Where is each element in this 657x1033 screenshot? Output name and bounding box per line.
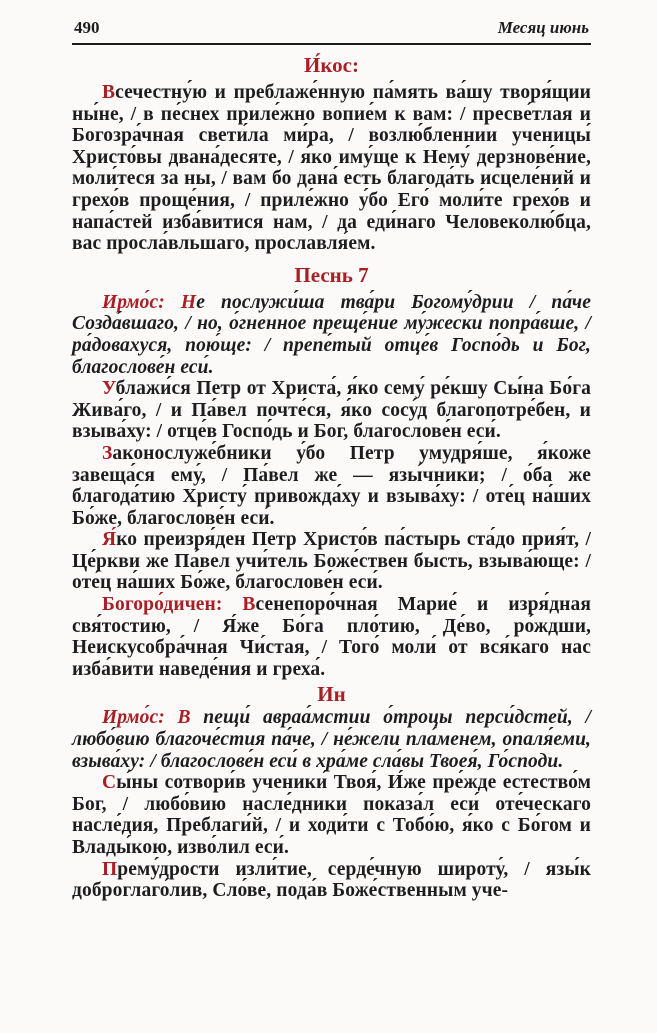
- red-initial: В: [102, 82, 116, 103]
- page-number: 490: [74, 18, 100, 37]
- red-initial: З: [102, 442, 113, 464]
- troparion-paragraph: [72, 378, 591, 443]
- troparion-paragraph: [72, 443, 591, 529]
- red-initial: Я́: [102, 529, 117, 551]
- ikos-paragraph: [72, 82, 591, 255]
- red-initial: У: [102, 378, 116, 400]
- paragraph-text: ко преизря́ден Петр Христо́в па́стырь ста́до прия́т, / Це́ркви же Па́вел учи́тель Боже́ствен бысть, взыва́юще: / оте́ц на́ших Бо́же, благослове́н еси́.: [72, 529, 591, 594]
- paragraph-text: аконослуже́бники у́бо Петр умудря́ше, я́коже завеща́ся ему́, / Па́вел же — язы́чники; / о́ба же благода́тию Христу́ привожда́ху и взыва́ху: / оте́ц на́ших Бо́же, благослове́н еси́.: [72, 442, 591, 529]
- red-initial: С: [102, 772, 117, 794]
- ode7-heading: Песнь 7: [294, 262, 369, 287]
- theotokion-paragraph: [72, 594, 591, 680]
- irmos-label: Ирмо́с:: [102, 707, 178, 729]
- irmos-paragraph: [72, 707, 591, 772]
- irmos-label: Ирмо́с:: [102, 291, 181, 313]
- paragraph-text: сенепоро́чная Марие́ и изря́дная свя́тостию, / Я́же Бо́га пло́тию, Де́во, ро́ждши, Неискусобра́чная Чи́стая, / Того́ моли́ от вся́каго нас изба́вити наведе́ния и греха́.: [72, 594, 591, 680]
- troparion-paragraph: [72, 859, 591, 902]
- in-heading: Ин: [317, 682, 346, 707]
- troparion-paragraph: [72, 529, 591, 594]
- paragraph-text: пещи́ авраа́мстии о́троцы перси́дстей, / любо́вию благоче́стия па́че, / не́жели пла́менем, опаля́еми, взыва́ху: / благослове́н еси́ в хра́ме сла́вы Твоея́, Го́споди.: [72, 707, 591, 772]
- troparion-paragraph: [72, 772, 591, 858]
- red-initial: В: [177, 707, 191, 729]
- red-initial: Н: [180, 291, 197, 313]
- header-rule: [72, 43, 591, 45]
- paragraph-text: ы́ны сотвори́в ученики́ Твоя́, И́же пре́жде естество́м Бог, / любо́вию насле́дники показа́л еси́ оте́ческаго насле́дия, Преблаги́й, / и ходи́ти с Тобо́ю, я́ко с Бо́гом и Влады́кою, изво́лил еси́.: [72, 772, 591, 858]
- irmos-paragraph: [72, 292, 591, 378]
- paragraph-text: блажи́ся Петр от Христа́, я́ко сему́ ре́кшу Сы́на Бо́га Жива́го, / и Па́вел почте́ся, я́ко сосу́д благопотре́бен, и взыва́ху: / отце́в Госпо́дь и Бог, благослове́н еси́.: [72, 378, 591, 443]
- paragraph-text: е послужи́ша тва́ри Богому́дрии / па́че Созда́вшаго, / но, о́гненное преще́ние му́жески попра́вше, / ра́довахуся, пою́ще: / препе́тый отце́в Госпо́дь и Бог, благослове́н еси́.: [72, 291, 592, 378]
- red-initial: П: [102, 858, 118, 880]
- red-initial: В: [242, 594, 256, 616]
- ikos-heading: И́кос:: [304, 53, 359, 77]
- paragraph-text: сечестну́ю и преблаже́нную па́мять ва́шу творя́щии ны́не, / в пе́снех приле́жно вопие́м к вам: / пресве́тлая и Богозра́чная свети́ла ми́ра, / возлю́бленнии ученицы́ Христо́вы двана́десяте, / я́ко иму́ще к Нему́ дерзнове́ние, моли́теся за ны, / вам бо дана́ есть благода́ть исцеле́ний и грехо́в проще́ния, / приле́жно у́бо Его́ моли́те грехо́в и напа́стей изба́витися нам, / да еди́наго Человеколю́бца, вас просла́вльшаго, прославля́ем.: [72, 82, 591, 255]
- running-title: Месяц июнь: [497, 18, 589, 37]
- paragraph-text: рему́дрости изли́тие, серде́чную широту́, / язы́к доброглаго́лив, Сло́ве, пода́в Боже́ственным уче-: [72, 858, 591, 902]
- theotokion-label: Богоро́дичен:: [102, 594, 243, 616]
- running-header: [72, 16, 591, 43]
